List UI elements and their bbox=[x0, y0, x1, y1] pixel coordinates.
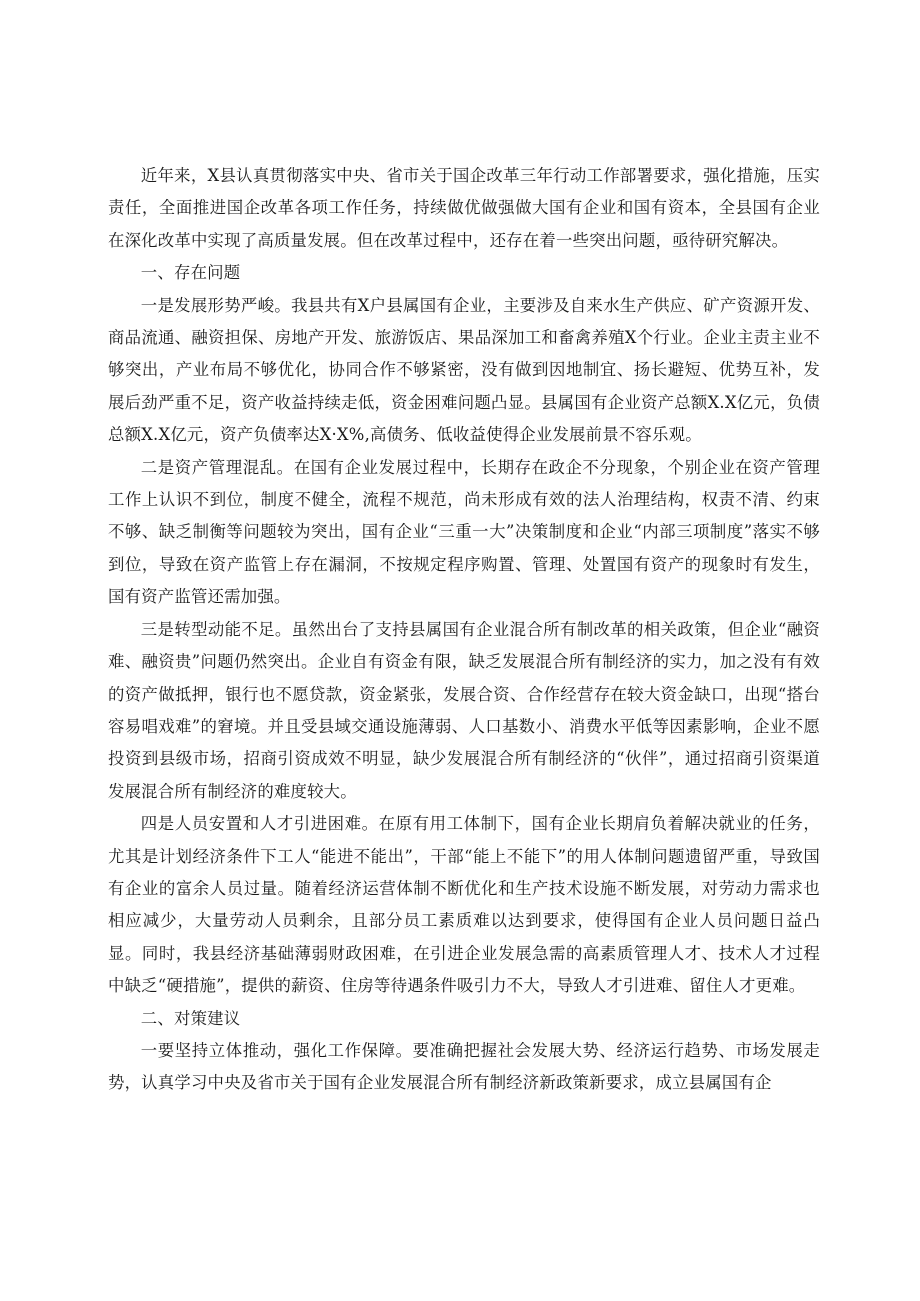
problem-paragraph-2: 二是资产管理混乱。在国有企业发展过程中，长期存在政企不分现象，个别企业在资产管理工作上认识不到位，制度不健全，流程不规范，尚未形成有效的法人治理结构，权责不清、约束不够、缺乏制衡等问题较为突出，国有企业“三重一大”决策制度和企业“内部三项制度”落实不够到位，导致在资产监管上存在漏洞，不按规定程序购置、管理、处置国有资产的现象时有发生，国有资产监管还需加强。 bbox=[108, 457, 820, 607]
problem-paragraph-3: 三是转型动能不足。虽然出台了支持县属国有企业混合所有制改革的相关政策，但企业“融资难、融资贵”问题仍然突出。企业自有资金有限，缺乏发展混合所有制经济的实力，加之没有有效的资产做抵押，银行也不愿贷款，资金紧张，发展合资、合作经营存在较大资金缺口，出现“搭台容易唱戏难”的窘境。并且受县域交通设施薄弱、人口基数小、消费水平低等因素影响，企业不愿投资到县级市场，招商引资成效不明显，缺少发展混合所有制经济的“伙伴”，通过招商引资渠道发展混合所有制经济的难度较大。 bbox=[108, 619, 820, 801]
section-heading-suggestions: 二、对策建议 bbox=[140, 1008, 241, 1028]
suggestion-paragraph-1: 一要坚持立体推动，强化工作保障。要准确把握社会发展大势、经济运行趋势、市场发展走势，认真学习中央及省市关于国有企业发展混合所有制经济新政策新要求，成立县属国有企 bbox=[108, 1040, 820, 1093]
document-page bbox=[108, 160, 820, 1100]
intro-paragraph: 近年来，X县认真贯彻落实中央、省市关于国企改革三年行动工作部署要求，强化措施，压实责任，全面推进国企改革各项工作任务，持续做优做强做大国有企业和国有资本，全县国有企业在深化改革中实现了高质量发展。但在改革过程中，还存在着一些突出问题，亟待研究解决。 bbox=[108, 166, 820, 250]
problem-paragraph-1: 一是发展形势严峻。我县共有X户县属国有企业，主要涉及自来水生产供应、矿产资源开发、商品流通、融资担保、房地产开发、旅游饭店、果品深加工和畜禽养殖X个行业。企业主责主业不够突出，产业布局不够优化，协同合作不够紧密，没有做到因地制宜、扬长避短、优势互补，发展后劲严重不足，资产收益持续走低，资金困难问题凸显。县属国有企业资产总额X.X亿元，负债总额X.X亿元，资产负债率达X·X%,高债务、低收益使得企业发展前景不容乐观。 bbox=[108, 295, 820, 445]
problem-paragraph-4: 四是人员安置和人才引进困难。在原有用工体制下，国有企业长期肩负着解决就业的任务，尤其是计划经济条件下工人“能进不能出”，干部“能上不能下”的用人体制问题遗留严重，导致国有企业的富余人员过量。随着经济运营体制不断优化和生产技术设施不断发展，对劳动力需求也相应减少，大量劳动人员剩余，且部分员工素质难以达到要求，使得国有企业人员问题日益凸显。同时，我县经济基础薄弱财政困难，在引进企业发展急需的高素质管理人才、技术人才过程中缺乏“硬措施”，提供的薪资、住房等待遇条件吸引力不大，导致人才引进难、留住人才更难。 bbox=[108, 814, 820, 996]
section-heading-problems: 一、存在问题 bbox=[140, 263, 241, 283]
